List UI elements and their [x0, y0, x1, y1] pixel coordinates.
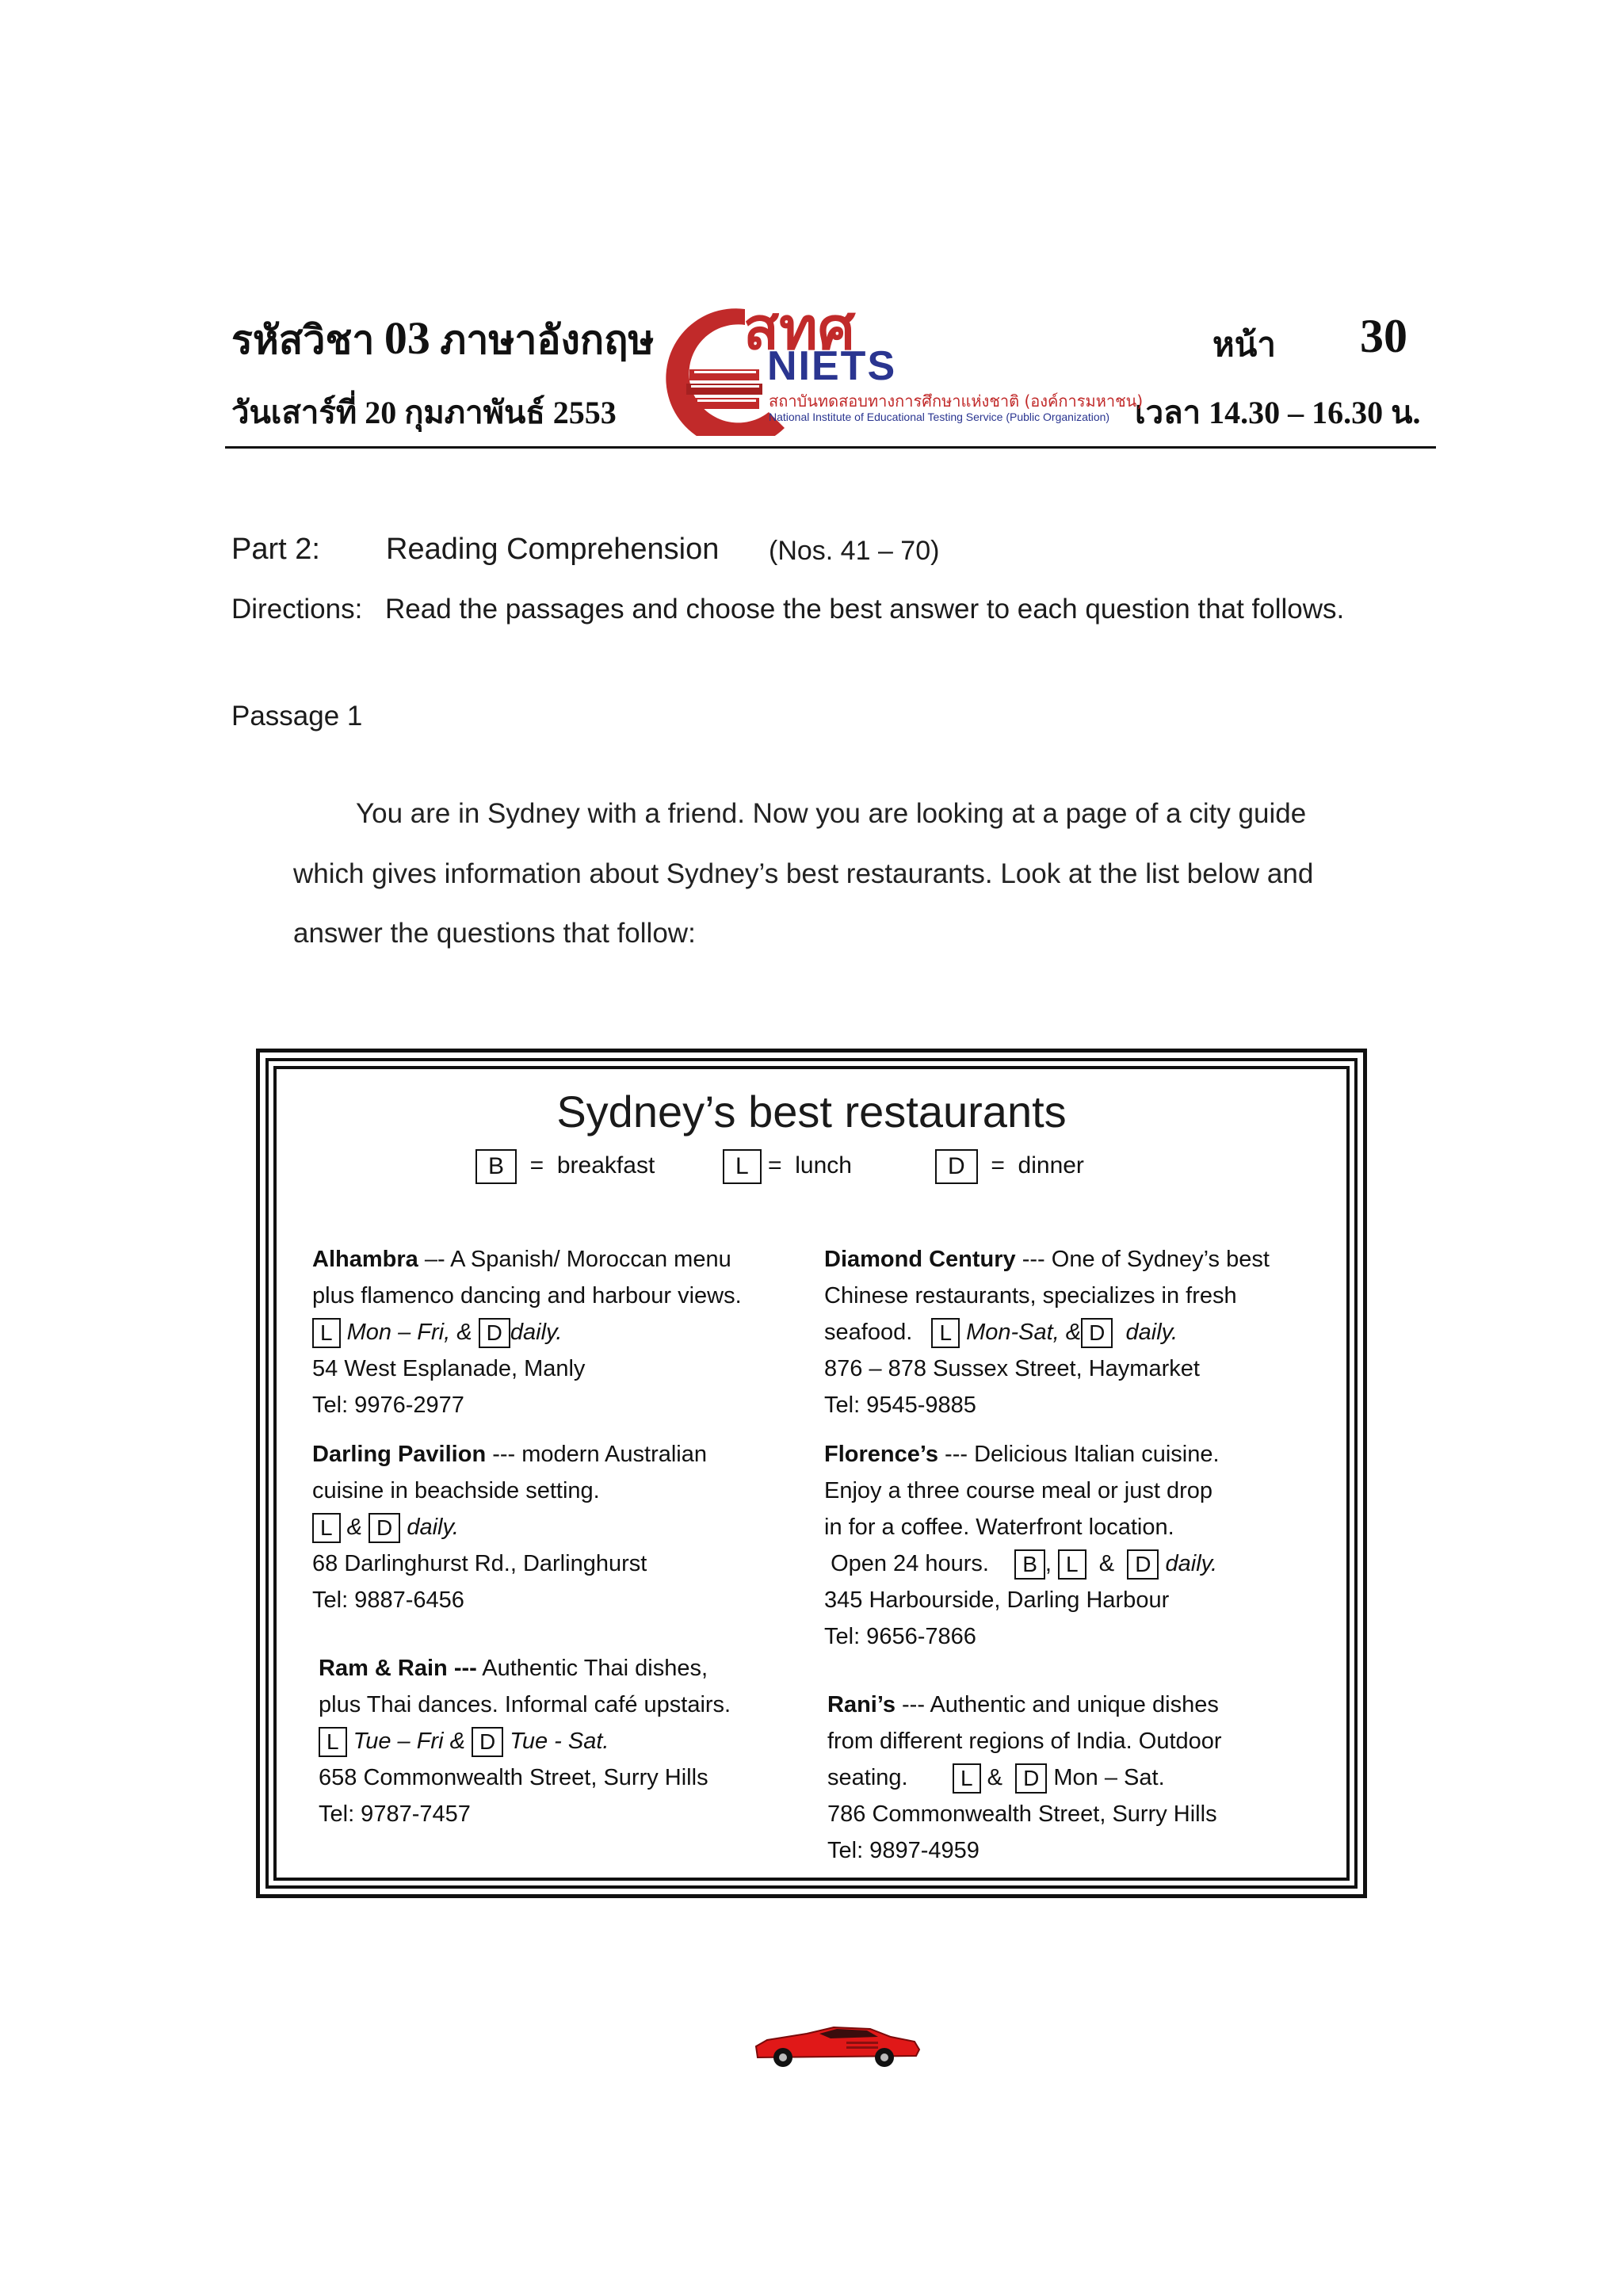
restaurant-address: 786 Commonwealth Street, Surry Hills [827, 1801, 1217, 1827]
restaurant-address: 658 Commonwealth Street, Surry Hills [319, 1765, 708, 1790]
meal-key: L [931, 1318, 960, 1348]
restaurant-darling-pavilion [312, 1436, 707, 1618]
restaurant-tel: Tel: 9656-7866 [824, 1624, 976, 1649]
meal-key: D [369, 1513, 400, 1543]
directions-text: Read the passages and choose the best answer to each question that follows. [385, 594, 1345, 625]
legend-dinner: D = dinner [935, 1149, 1084, 1184]
meal-key: L [312, 1318, 341, 1348]
legend-lunch: L = lunch [723, 1149, 852, 1184]
hours-text: Mon-Sat, & [966, 1320, 1082, 1345]
restaurant-desc: --- Delicious Italian cuisine. [938, 1442, 1220, 1467]
legend-meaning: breakfast [556, 1152, 655, 1179]
restaurant-heading [312, 1241, 742, 1278]
restaurant-address: 54 West Esplanade, Manly [312, 1356, 586, 1381]
hours-text: Mon – Sat. [1053, 1765, 1165, 1790]
hours-separator: , [1044, 1551, 1052, 1576]
hours-text: Tue - Sat. [510, 1729, 609, 1754]
restaurant-desc: Enjoy a three course meal or just drop [824, 1478, 1213, 1503]
restaurant-hours [824, 1314, 1270, 1350]
restaurant-desc: cuisine in beachside setting. [312, 1478, 600, 1503]
legend-breakfast: B = breakfast [475, 1149, 655, 1184]
subject-code-number: 03 [384, 312, 430, 364]
restaurant-tel: Tel: 9976-2977 [312, 1392, 464, 1418]
page-number: 30 [1360, 310, 1407, 362]
meal-key: D [1015, 1763, 1047, 1794]
restaurant-address: 876 – 878 Sussex Street, Haymarket [824, 1356, 1200, 1381]
part-label: Part 2: [231, 533, 320, 566]
hours-prefix: seafood. [824, 1320, 913, 1345]
meal-key: B [1014, 1549, 1045, 1580]
hours-prefix: Open 24 hours. [831, 1551, 989, 1576]
legend-meaning: lunch [795, 1152, 852, 1179]
restaurant-heading [827, 1687, 1222, 1723]
restaurant-tel: Tel: 9787-7457 [319, 1801, 471, 1827]
page-label: หน้า [1212, 327, 1276, 364]
restaurant-ram-and-rain [319, 1650, 731, 1832]
logo-thai-fullname: สถาบันทดสอบทางการศึกษาแห่งชาติ (องค์การมหาชน) [769, 392, 1144, 411]
part-range: (Nos. 41 – 70) [769, 536, 940, 566]
legend-key: B [475, 1149, 517, 1184]
hours-text: & [987, 1765, 1002, 1790]
restaurant-heading [824, 1241, 1270, 1278]
exam-date: วันเสาร์ที่ 20 กุมภาพันธ์ 2553 [231, 395, 617, 430]
hours-separator: & [1098, 1551, 1115, 1576]
restaurant-hours [312, 1509, 707, 1545]
svg-text:สทศ: สทศ [743, 295, 855, 363]
restaurant-hours [824, 1545, 1220, 1582]
hours-text: daily. [510, 1320, 563, 1345]
restaurant-hours [312, 1314, 742, 1350]
restaurant-desc: plus flamenco dancing and harbour views. [312, 1283, 742, 1308]
restaurant-tel: Tel: 9897-4959 [827, 1838, 980, 1863]
hours-text: & [346, 1515, 362, 1540]
logo-name: NIETS [767, 343, 897, 389]
meal-key: D [479, 1318, 510, 1348]
hours-prefix: seating. [827, 1765, 908, 1790]
guide-title: Sydney’s best restaurants [556, 1087, 1067, 1137]
subject-code [231, 309, 654, 372]
subject-code-label: รหัสวิชา [231, 318, 375, 362]
restaurant-desc: --- Authentic and unique dishes [895, 1692, 1219, 1717]
meal-key: D [1081, 1318, 1113, 1348]
header-rule [225, 446, 1436, 449]
restaurant-tel: Tel: 9887-6456 [312, 1587, 464, 1613]
meal-key: L [319, 1727, 347, 1757]
restaurant-desc: --- modern Australian [486, 1442, 707, 1467]
hours-text: daily. [407, 1515, 459, 1540]
restaurant-name: Diamond Century [824, 1247, 1016, 1272]
restaurant-desc: --- One of Sydney’s best [1015, 1247, 1270, 1272]
legend-key: L [723, 1149, 762, 1184]
red-sports-car-icon [751, 2023, 922, 2069]
hours-text: daily. [1165, 1551, 1218, 1576]
legend-meaning: dinner [1018, 1152, 1084, 1179]
meal-key: L [312, 1513, 341, 1543]
restaurant-hours [319, 1723, 731, 1759]
restaurant-name: Rani’s [827, 1692, 896, 1717]
restaurant-hours [827, 1759, 1222, 1796]
restaurant-desc: plus Thai dances. Informal café upstairs. [319, 1692, 731, 1717]
directions-label: Directions: [231, 594, 363, 625]
meal-key: D [1127, 1549, 1159, 1580]
passage-intro-line: which gives information about Sydney’s best restaurants. Look at the list below and [293, 858, 1314, 889]
restaurant-name: Florence’s [824, 1442, 938, 1467]
passage-intro-line: answer the questions that follow: [293, 918, 696, 949]
restaurant-address: 345 Harbourside, Darling Harbour [824, 1587, 1170, 1613]
restaurant-name: Ram & Rain --- [319, 1656, 477, 1681]
restaurant-desc: –- A Spanish/ Moroccan menu [418, 1247, 731, 1272]
exam-time: เวลา 14.30 – 16.30 น. [1135, 395, 1421, 430]
restaurant-tel: Tel: 9545-9885 [824, 1392, 976, 1418]
restaurant-desc: Chinese restaurants, specializes in fresh [824, 1283, 1237, 1308]
restaurant-desc: from different regions of India. Outdoor [827, 1729, 1222, 1754]
restaurant-desc: Authentic Thai dishes, [476, 1656, 708, 1681]
restaurant-alhambra [312, 1241, 742, 1423]
restaurant-florences [824, 1436, 1220, 1655]
restaurant-desc: in for a coffee. Waterfront location. [824, 1515, 1174, 1540]
hours-text: Tue – Fri & [353, 1729, 465, 1754]
hours-text: daily. [1125, 1320, 1178, 1345]
logo-english-fullname: National Institute of Educational Testing Service (Public Organization) [769, 411, 1110, 423]
part-title: Reading Comprehension [386, 533, 720, 566]
restaurant-heading [824, 1436, 1220, 1473]
legend-key: D [935, 1149, 978, 1184]
restaurant-name: Darling Pavilion [312, 1442, 487, 1467]
subject-name: ภาษาอังกฤษ [440, 318, 655, 362]
hours-text: Mon – Fri, & [346, 1320, 472, 1345]
passage-label: Passage 1 [231, 701, 363, 732]
meal-key: L [1058, 1549, 1086, 1580]
restaurant-name: Alhambra [312, 1247, 418, 1272]
passage-intro-line: You are in Sydney with a friend. Now you are looking at a page of a city guide [356, 798, 1307, 829]
restaurant-diamond-century [824, 1241, 1270, 1423]
restaurant-address: 68 Darlinghurst Rd., Darlinghurst [312, 1551, 647, 1576]
restaurant-heading [312, 1436, 707, 1473]
restaurant-heading [319, 1650, 731, 1687]
meal-key: D [472, 1727, 503, 1757]
meal-key: L [953, 1763, 981, 1794]
restaurant-ranis [827, 1687, 1222, 1869]
